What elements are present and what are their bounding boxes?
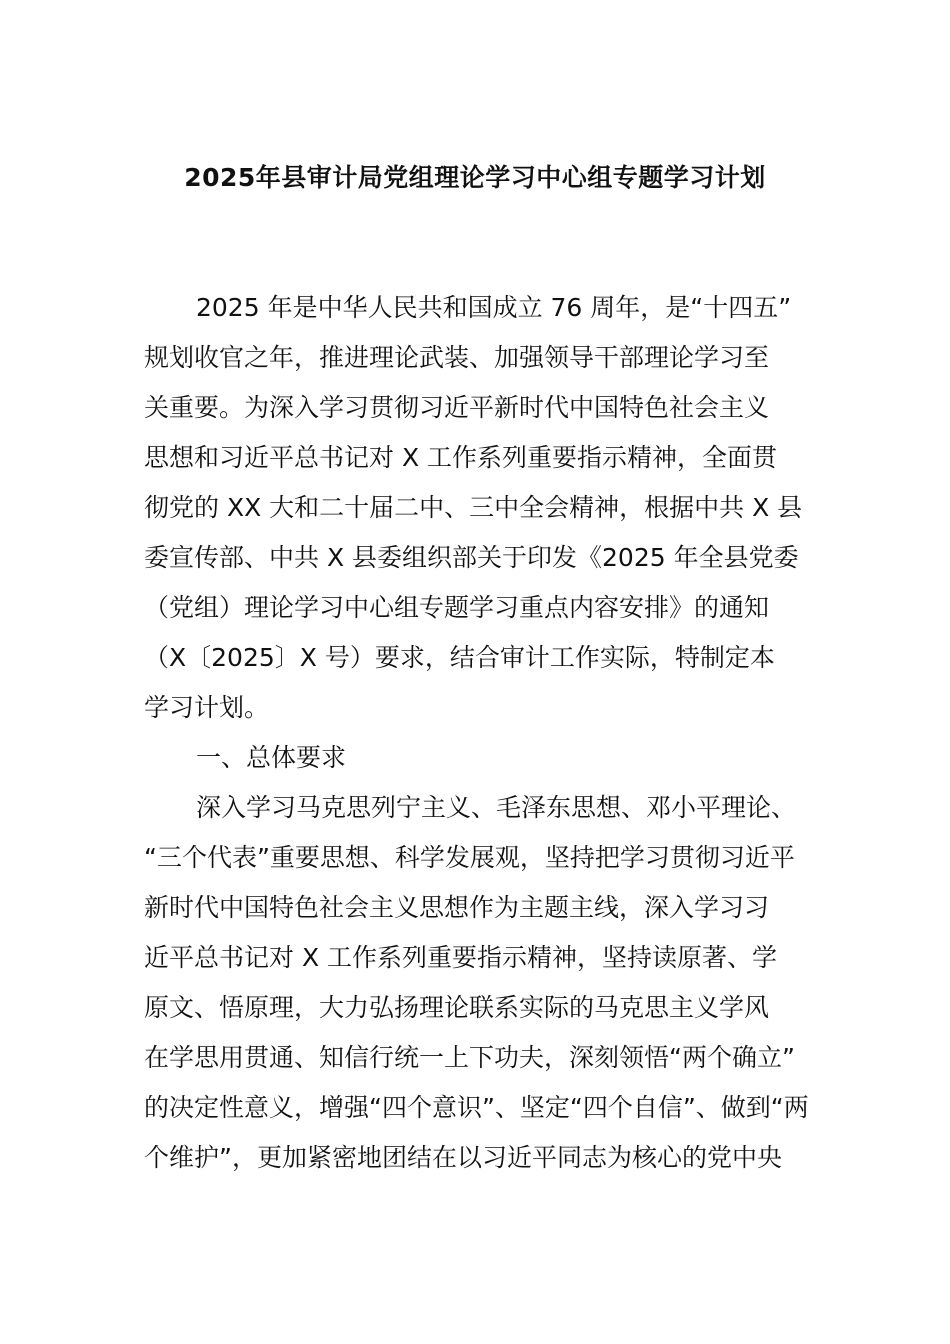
paragraph-line: 的决定性意义，增强“四个意识”、坚定“四个自信”、做到“两	[144, 1093, 809, 1122]
section-heading: 一、总体要求	[196, 743, 347, 772]
paragraph-line: 关重要。为深入学习贯彻习近平新时代中国特色社会主义	[144, 393, 770, 422]
paragraph-line: 2025 年是中华人民共和国成立 76 周年，是“十四五”	[196, 293, 792, 322]
paragraph-line: （党组）理论学习中心组专题学习重点内容安排》的通知	[144, 593, 770, 622]
document-title: 2025年县审计局党组理论学习中心组专题学习计划	[184, 163, 766, 192]
paragraph-line: 深入学习马克思列宁主义、毛泽东思想、邓小平理论、	[196, 793, 797, 822]
paragraph-line: 学习计划。	[144, 693, 270, 722]
paragraph-line: （X〔2025〕X 号）要求，结合审计工作实际，特制定本	[144, 643, 775, 672]
paragraph-line: 思想和习近平总书记对 X 工作系列重要指示精神，全面贯	[144, 443, 778, 472]
paragraph-line: 在学思用贯通、知信行统一上下功夫，深刻领悟“两个确立”	[144, 1043, 795, 1072]
paragraph-line: 近平总书记对 X 工作系列重要指示精神，坚持读原著、学	[144, 943, 778, 972]
paragraph-line: 新时代中国特色社会主义思想作为主题主线，深入学习习	[144, 893, 770, 922]
paragraph-line: 原文、悟原理，大力弘扬理论联系实际的马克思主义学风	[144, 993, 770, 1022]
paragraph-line: 规划收官之年，推进理论武装、加强领导干部理论学习至	[144, 343, 770, 372]
paragraph-line: 彻党的 XX 大和二十届二中、三中全会精神，根据中共 X 县	[144, 493, 803, 522]
document-body	[144, 283, 824, 1183]
paragraph-line: 个维护”，更加紧密地团结在以习近平同志为核心的党中央	[144, 1143, 782, 1172]
paragraph-line: 委宣传部、中共 X 县委组织部关于印发《2025 年全县党委	[144, 543, 799, 572]
paragraph-line: “三个代表”重要思想、科学发展观，坚持把学习贯彻习近平	[144, 843, 795, 872]
